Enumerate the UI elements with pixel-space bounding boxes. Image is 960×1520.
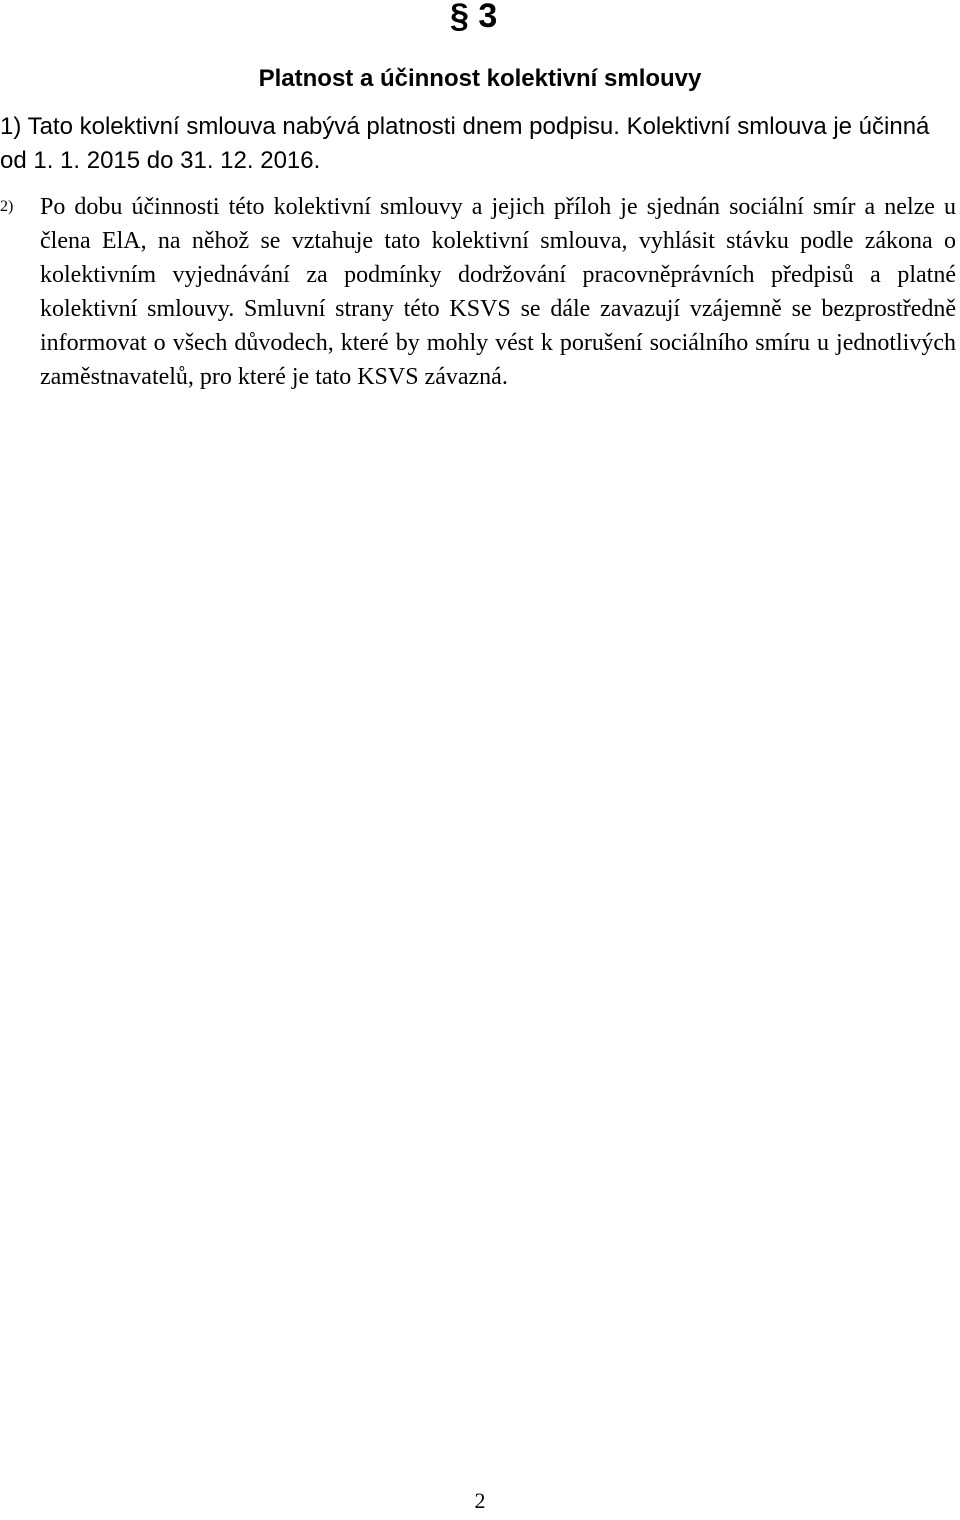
clause-1: 1) Tato kolektivní smlouva nabývá platnosti dnem podpisu. Kolektivní smlouva je účinná od 1. 1. 2015 do 31. 12. 2016. bbox=[0, 113, 930, 174]
clause-2-text: Po dobu účinnosti této kolektivní smlouvy a jejich příloh je sjednán sociální smír a nelze u člena ElA, na něhož se vztahuje tato kolektivní smlouva, vyhlásit stávku podle zákona o kolektivním vyjednávání za podmínky dodržování pracovněprávních předpisů a platné kolektivní smlouvy. Smluvní strany této KSVS se dále zavazují vzájemně se bezprostředně informovat o všech důvodech, které by mohly vést k porušení sociálního smíru u jednotlivých zaměstnavatelů, pro které je tato KSVS závazná. bbox=[40, 194, 956, 390]
article-title: Platnost a účinnost kolektivní smlouvy bbox=[258, 65, 702, 92]
section-mark: § 3 bbox=[450, 0, 498, 35]
clause-2 bbox=[0, 190, 956, 394]
clause-2-number: 2) bbox=[0, 198, 14, 215]
page-number: 2 bbox=[474, 1488, 486, 1513]
